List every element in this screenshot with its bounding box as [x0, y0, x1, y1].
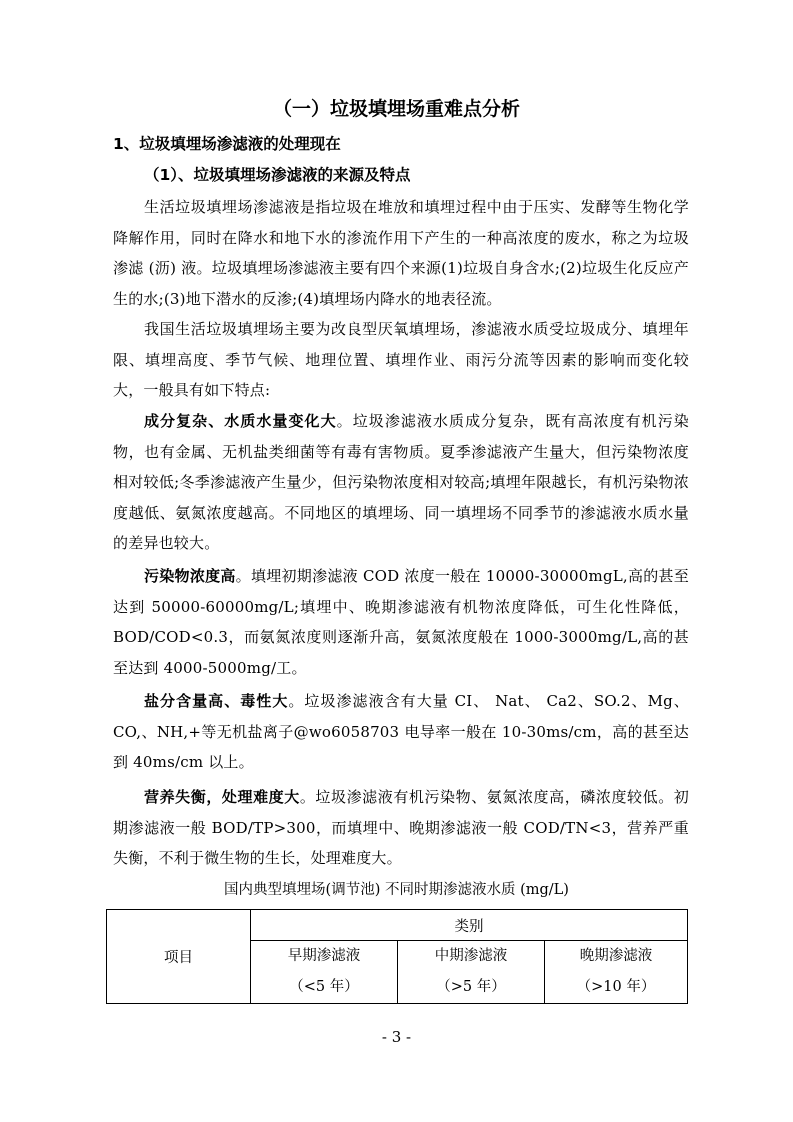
- paragraph-block-3: [113, 406, 689, 559]
- table-header-category: 类别: [251, 910, 688, 941]
- table-column-late: [545, 941, 688, 1004]
- table-column-early: [251, 941, 398, 1004]
- column-period: （>10 年）: [576, 979, 656, 995]
- column-name: 早期渗滤液: [287, 948, 361, 964]
- paragraph-high-concentration: [113, 561, 689, 683]
- column-period: （<5 年）: [289, 979, 359, 995]
- table-header-item: 项目: [107, 910, 251, 1004]
- paragraph-block-4: [113, 561, 689, 683]
- column-name: 晚期渗滤液: [579, 948, 653, 964]
- column-period: （>5 年）: [436, 979, 506, 995]
- bold-lead: 成分复杂、水质水量变化大: [144, 412, 337, 430]
- paragraph-text: 。垃圾渗滤液含有大量 CI、 Nat、 Ca2、SO.2、Mg、CO,、NH,+等无机盐离子@wo6058703 电导率一般在 10-30ms/cm，高的甚至达到 40ms/cm 以上。: [113, 692, 689, 771]
- page-title: （一）垃圾填埋场重难点分析: [272, 98, 520, 120]
- water-quality-table: [106, 909, 688, 1004]
- column-name: 中期渗滤液: [434, 948, 508, 964]
- page-number: - 3 -: [381, 1028, 412, 1046]
- paragraph-characteristics-intro: 我国生活垃圾填埋场主要为改良型厌氧填埋场，渗滤液水质受垃圾成分、填埋年限、填埋高度、季节气候、地理位置、填埋作业、雨污分流等因素的影响而变化较大，一般具有如下特点:: [113, 320, 689, 399]
- section-heading: 1、垃圾填埋场渗滤液的处理现在: [113, 135, 341, 153]
- bold-lead: 污染物浓度高: [144, 567, 236, 585]
- bold-lead: 营养失衡，处理难度大: [144, 788, 300, 806]
- paragraph-text: 。填埋初期渗滤液 COD 浓度一般在 10000-30000mgL,高的甚至达到 50000-60000mg/L;填埋中、晚期渗滤液有机物浓度降低，可生化性降低，BOD/COD<0.3，而氨氮浓度则逐渐升高，氨氮浓度般在 1000-3000mg/L,高的甚至达到 4000-5000mg/工。: [113, 567, 689, 677]
- subsection-heading: （1）、垃圾填埋场渗滤液的来源及特点: [144, 166, 411, 184]
- table-column-middle: [398, 941, 545, 1004]
- paragraph-sources: 生活垃圾填埋场渗滤液是指垃圾在堆放和填埋过程中由于压实、发酵等生物化学降解作用，同时在降水和地下水的渗流作用下产生的一种高浓度的废水，称之为垃圾渗滤 (沥) 液。垃圾填埋场渗滤液主要有四个来源(1)垃圾自身含水;(2)垃圾生化反应产生的水;(3)地下潜水的反渗;(4)填埋场内降水的地表径流。: [113, 198, 689, 308]
- paragraph-text: 。垃圾渗滤液水质成分复杂，既有高浓度有机污染物，也有金属、无机盐类细菌等有毒有害物质。夏季渗滤液产生量大，但污染物浓度相对较低;冬季渗滤液产生量少，但污染物浓度相对较高;填埋年限越长，有机污染物浓度越低、氨氮浓度越高。不同地区的填埋场、同一填埋场不同季节的渗滤液水质水量的差异也较大。: [113, 412, 689, 552]
- paragraph-block-1: [113, 192, 689, 314]
- paragraph-block-6: [113, 782, 689, 874]
- paragraph-nutrient-imbalance: [113, 782, 689, 874]
- paragraph-high-salinity: [113, 686, 689, 778]
- paragraph-complex-composition: [113, 406, 689, 559]
- bold-lead: 盐分含量高、毒性大: [144, 692, 289, 710]
- paragraph-block-5: [113, 686, 689, 778]
- paragraph-block-2: [113, 314, 689, 406]
- paragraph-text: 。垃圾渗滤液有机污染物、氨氮浓度高，磷浓度较低。初期渗滤液一般 BOD/TP>300，而填埋中、晚期渗滤液一般 COD/TN<3，营养严重失衡，不利于微生物的生长，处理难度大。: [113, 788, 689, 867]
- table-caption: 国内典型填埋场(调节池) 不同时期渗滤液水质 (mg/L): [224, 882, 569, 898]
